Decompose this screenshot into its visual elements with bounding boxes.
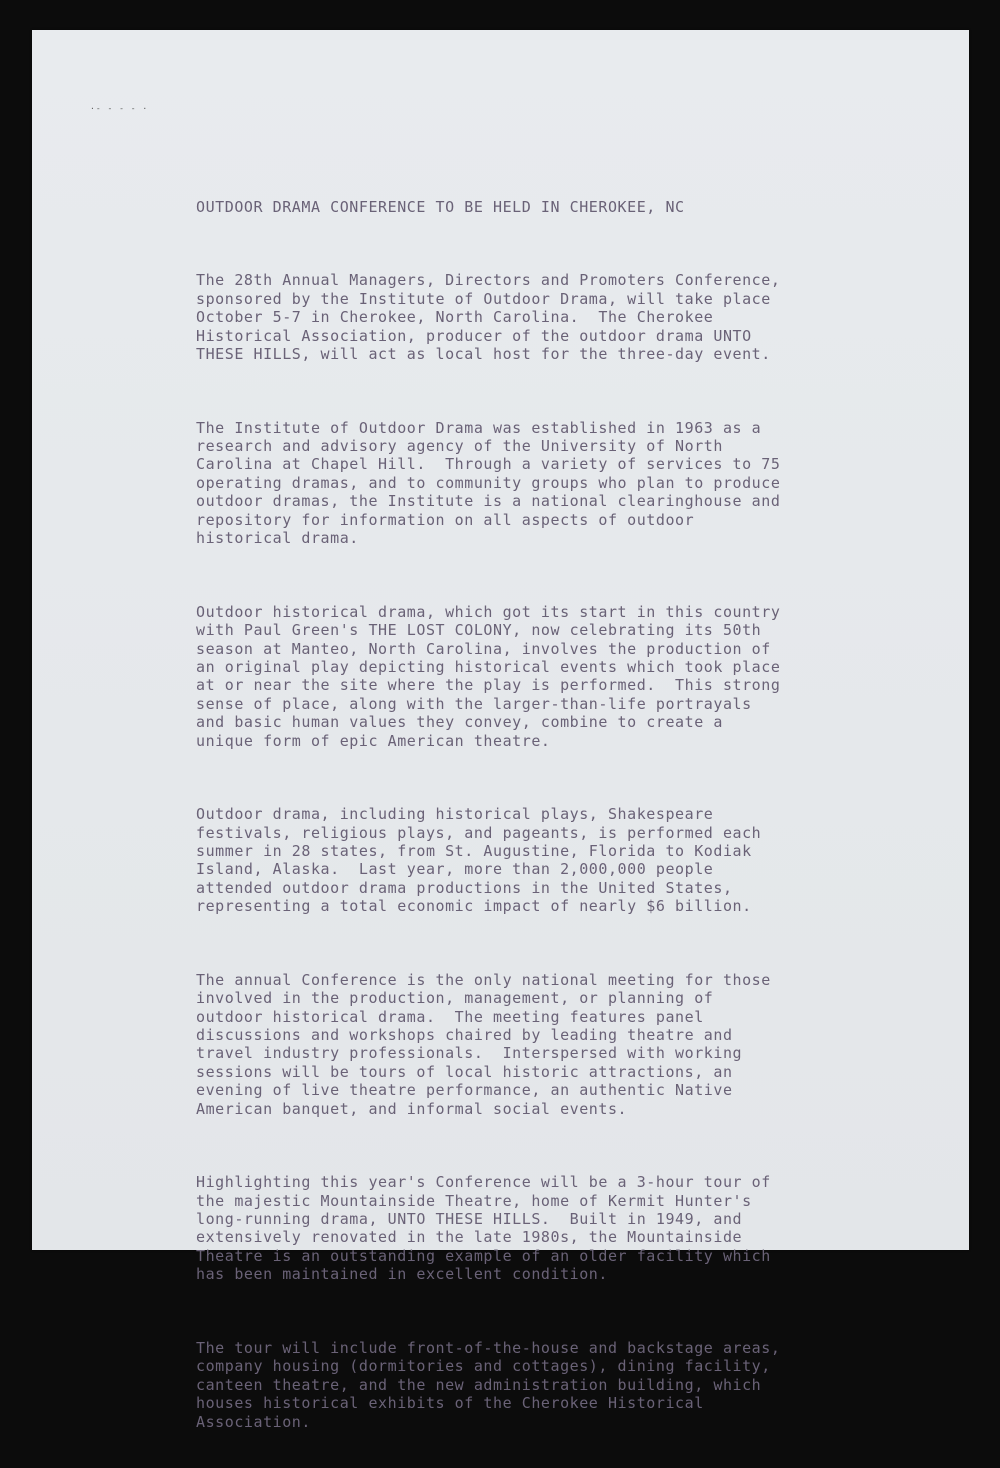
paragraph: Highlighting this year's Conference will be a 3-hour tour of the majestic Mountainside Theatre, home of Kermit Hunter's long-running drama, UNTO THESE HILLS. Built in 1949, and extensively renovated in the late 1980s, the Mountainside Theatre is an outstanding example of an older facility which has been maintained in excellent condition. xyxy=(196,1173,771,1284)
paragraph: The Institute of Outdoor Drama was established in 1963 as a research and advisory agency of the University of North Carolina at Chapel Hill. Through a variety of services to 75 operating dramas, and to community groups who plan to produce outdoor dramas, the Institute is a national clearinghouse and repository for information on all aspects of outdoor historical drama. xyxy=(196,418,781,548)
paragraph: The annual Conference is the only national meeting for those involved in the production, management, or planning of outdoor historical drama. The meeting features panel discussions and workshops chaired by leading theatre and travel industry professionals. Interspersed with working sessions will be tours of local historic attractions, an evening of live theatre performance, an authentic Native American banquet, and informal social events. xyxy=(196,970,771,1118)
paragraph: Outdoor drama, including historical plays, Shakespeare festivals, religious plays, and pageants, is performed each summer in 28 states, from St. Augustine, Florida to Kodiak Island, Alaska. Last year, more than 2,000,000 people attended outdoor drama productions in the United States, representing a total economic impact of nearly $6 billion. xyxy=(196,805,762,916)
paragraph: Outdoor historical drama, which got its start in this country with Paul Green's THE LOST COLONY, now celebrating its 50th season at Manteo, North Carolina, involves the production of an original play depicting historical events which took place at or near the site where the play is performed. This strong sense of place, along with the larger-than-life portrayals and basic human values they convey, combine to create a unique form of epic American theatre. xyxy=(196,602,781,750)
document-body xyxy=(196,161,886,1468)
paragraph: The 28th Annual Managers, Directors and Promoters Conference, sponsored by the Institute of Outdoor Drama, will take place October 5-7 in Cherokee, North Carolina. The Cherokee Historical Association, producer of the outdoor drama UNTO THESE HILLS, will act as local host for the three-day event. xyxy=(196,271,781,364)
document-title: OUTDOOR DRAMA CONFERENCE TO BE HELD IN CHEROKEE, NC xyxy=(196,197,685,216)
paragraph: The tour will include front-of-the-house and backstage areas, company housing (dormitories and cottages), dining facility, canteen theatre, and the new administration building, which houses historical exhibits of the Cherokee Historical Association. xyxy=(196,1338,781,1431)
paper-mark-decoration: ·- - - - · xyxy=(90,104,149,113)
